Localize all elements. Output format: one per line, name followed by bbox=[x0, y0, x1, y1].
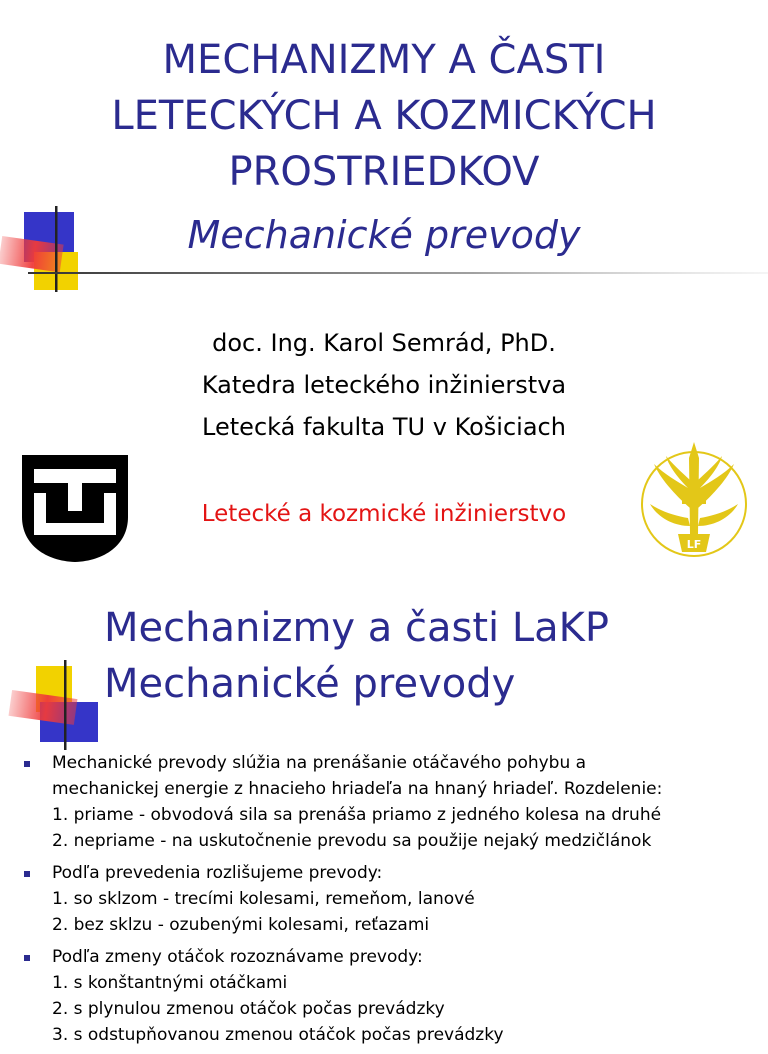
title-line: Mechanizmy a časti LaKP bbox=[104, 605, 610, 651]
bullet-line: 1. s konštantnými otáčkami bbox=[52, 973, 288, 993]
bullet-line: Mechanické prevody slúžia na prenášanie otáčavého pohybu a bbox=[52, 753, 587, 773]
bullet-line: 1. priame - obvodová sila sa prenáša priamo z jedného kolesa na druhé bbox=[52, 805, 662, 825]
bullet-line: 2. nepriame - na uskutočnenie prevodu sa použije nejaký medzičlánok bbox=[52, 831, 652, 851]
content-slide bbox=[0, 590, 768, 1045]
bullet-line: 2. bez sklzu - ozubenými kolesami, reťazami bbox=[52, 915, 430, 935]
title-line: Mechanické prevody bbox=[104, 661, 516, 707]
bullet-line: Podľa zmeny otáčok rozoznávame prevody: bbox=[52, 947, 423, 967]
department: Katedra leteckého inžinierstva bbox=[201, 371, 567, 399]
bullet-square-icon bbox=[24, 761, 30, 767]
bullet-line: 1. so sklzom - trecími kolesami, remeňom, lanové bbox=[52, 889, 475, 909]
list-item bbox=[24, 750, 760, 854]
bullet-line: Podľa prevedenia rozlišujeme prevody: bbox=[52, 863, 383, 883]
list-item bbox=[24, 860, 760, 938]
title-line: LETECKÝCH A KOZMICKÝCH bbox=[111, 93, 657, 139]
bullet-square-icon bbox=[24, 871, 30, 877]
slide-title bbox=[60, 32, 708, 200]
author-name: doc. Ing. Karol Semrád, PhD. bbox=[212, 329, 556, 357]
deco-vertical-line bbox=[64, 660, 67, 750]
slide-subtitle: Mechanické prevody bbox=[187, 213, 581, 257]
lf-emblem-icon bbox=[638, 438, 750, 560]
bullet-line: 3. s odstupňovanou zmenou otáčok počas prevádzky bbox=[52, 1025, 504, 1045]
deco-vertical-line bbox=[55, 206, 58, 292]
bullet-line: mechanickej energie z hnacieho hriadeľa na hnaný hriadeľ. Rozdelenie: bbox=[52, 779, 663, 799]
tu-logo-icon bbox=[20, 453, 130, 564]
list-item bbox=[24, 944, 760, 1048]
bullet-line: 2. s plynulou zmenou otáčok počas prevádzky bbox=[52, 999, 445, 1019]
bullet-list bbox=[24, 750, 760, 1054]
title-line: PROSTRIEDKOV bbox=[228, 149, 540, 195]
title-underline bbox=[28, 272, 768, 274]
slide-title bbox=[104, 600, 744, 712]
bullet-square-icon bbox=[24, 955, 30, 961]
title-line: MECHANIZMY A ČASTI bbox=[162, 37, 606, 83]
author-block bbox=[80, 322, 688, 448]
faculty: Letecká fakulta TU v Košiciach bbox=[202, 413, 566, 441]
lf-emblem-text: LF bbox=[686, 538, 702, 551]
study-program: Letecké a kozmické inžinierstvo bbox=[201, 501, 567, 527]
